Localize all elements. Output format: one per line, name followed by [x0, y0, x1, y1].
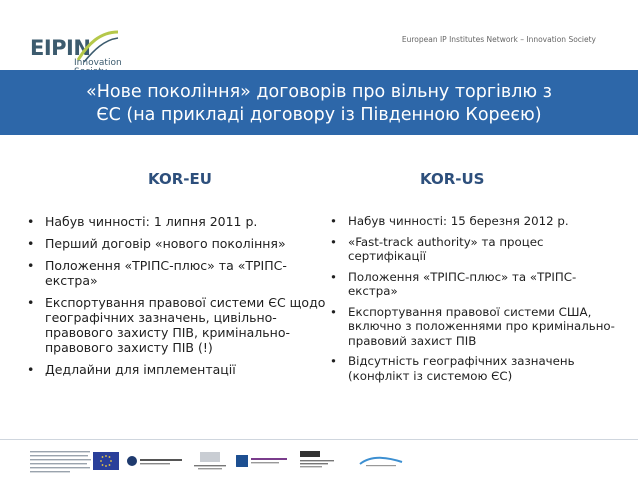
bullet-icon: • [27, 362, 35, 377]
list-item: • Експортування правової системи ЄС щодо географічних зазначень, цивільно-правового захисту ПІВ, кримінально-правового захисту ПІВ (!) [27, 295, 326, 355]
bullet-icon: • [330, 269, 337, 284]
maastricht-university-logo [126, 454, 184, 468]
list-item: • Експортування правової системи США, включно з положеннями про кримінально-правовий захист ПІВ [330, 304, 615, 348]
list-item: • Перший договір «нового покоління» [27, 236, 286, 251]
bullet-icon: • [330, 354, 337, 368]
unistra-logo [298, 450, 338, 472]
bullet-icon: • [27, 236, 35, 251]
list-item: • «Fast-track authority» та процес сертифікації [330, 234, 544, 263]
list-item: • Набув чинності: 15 березня 2012 р. [330, 214, 569, 228]
footer-logos [0, 440, 638, 478]
queen-mary-logo [236, 454, 290, 468]
eu-flag-icon [93, 452, 119, 470]
kor-eu-list [27, 214, 327, 384]
logo-subtitle: Innovation [74, 58, 122, 68]
bullet-icon: • [330, 234, 337, 249]
list-item: • Положення «ТРІПС-плюс» та «ТРІПС-екстра» [330, 269, 577, 298]
bullet-icon: • [27, 295, 35, 310]
kor-us-list [330, 214, 620, 389]
bullet-icon: • [330, 304, 337, 319]
list-item: • Відсутність географічних зазначень (конфлікт із системою ЄС) [330, 354, 575, 383]
bullet-icon: • [27, 214, 35, 229]
column-heading-kor-us: KOR-US [420, 170, 485, 188]
logo-text: EIPIN [30, 36, 91, 60]
slide-title-line-1: «Нове покоління» договорів про вільну торгівлю з [86, 82, 552, 102]
alicante-university-logo [192, 452, 228, 472]
title-banner [0, 70, 638, 135]
list-item: • Набув чинності: 1 липня 2011 р. [27, 214, 258, 229]
network-tagline: European IP Institutes Network – Innovation Society [401, 35, 596, 44]
slide-title-line-2: ЄС (на прикладі договору із Південною Кореєю) [96, 105, 542, 125]
bullet-icon: • [27, 258, 35, 273]
disclaimer-text-block [30, 450, 92, 474]
list-item: • Дедлайни для імплементації [27, 362, 236, 377]
eipin-logo [14, 16, 134, 72]
bullet-icon: • [330, 214, 337, 228]
column-heading-kor-eu: KOR-EU [148, 170, 212, 188]
list-item: • Положення «ТРІПС-плюс» та «ТРІПС-екстра» [27, 258, 287, 288]
partner-logo [358, 454, 404, 468]
